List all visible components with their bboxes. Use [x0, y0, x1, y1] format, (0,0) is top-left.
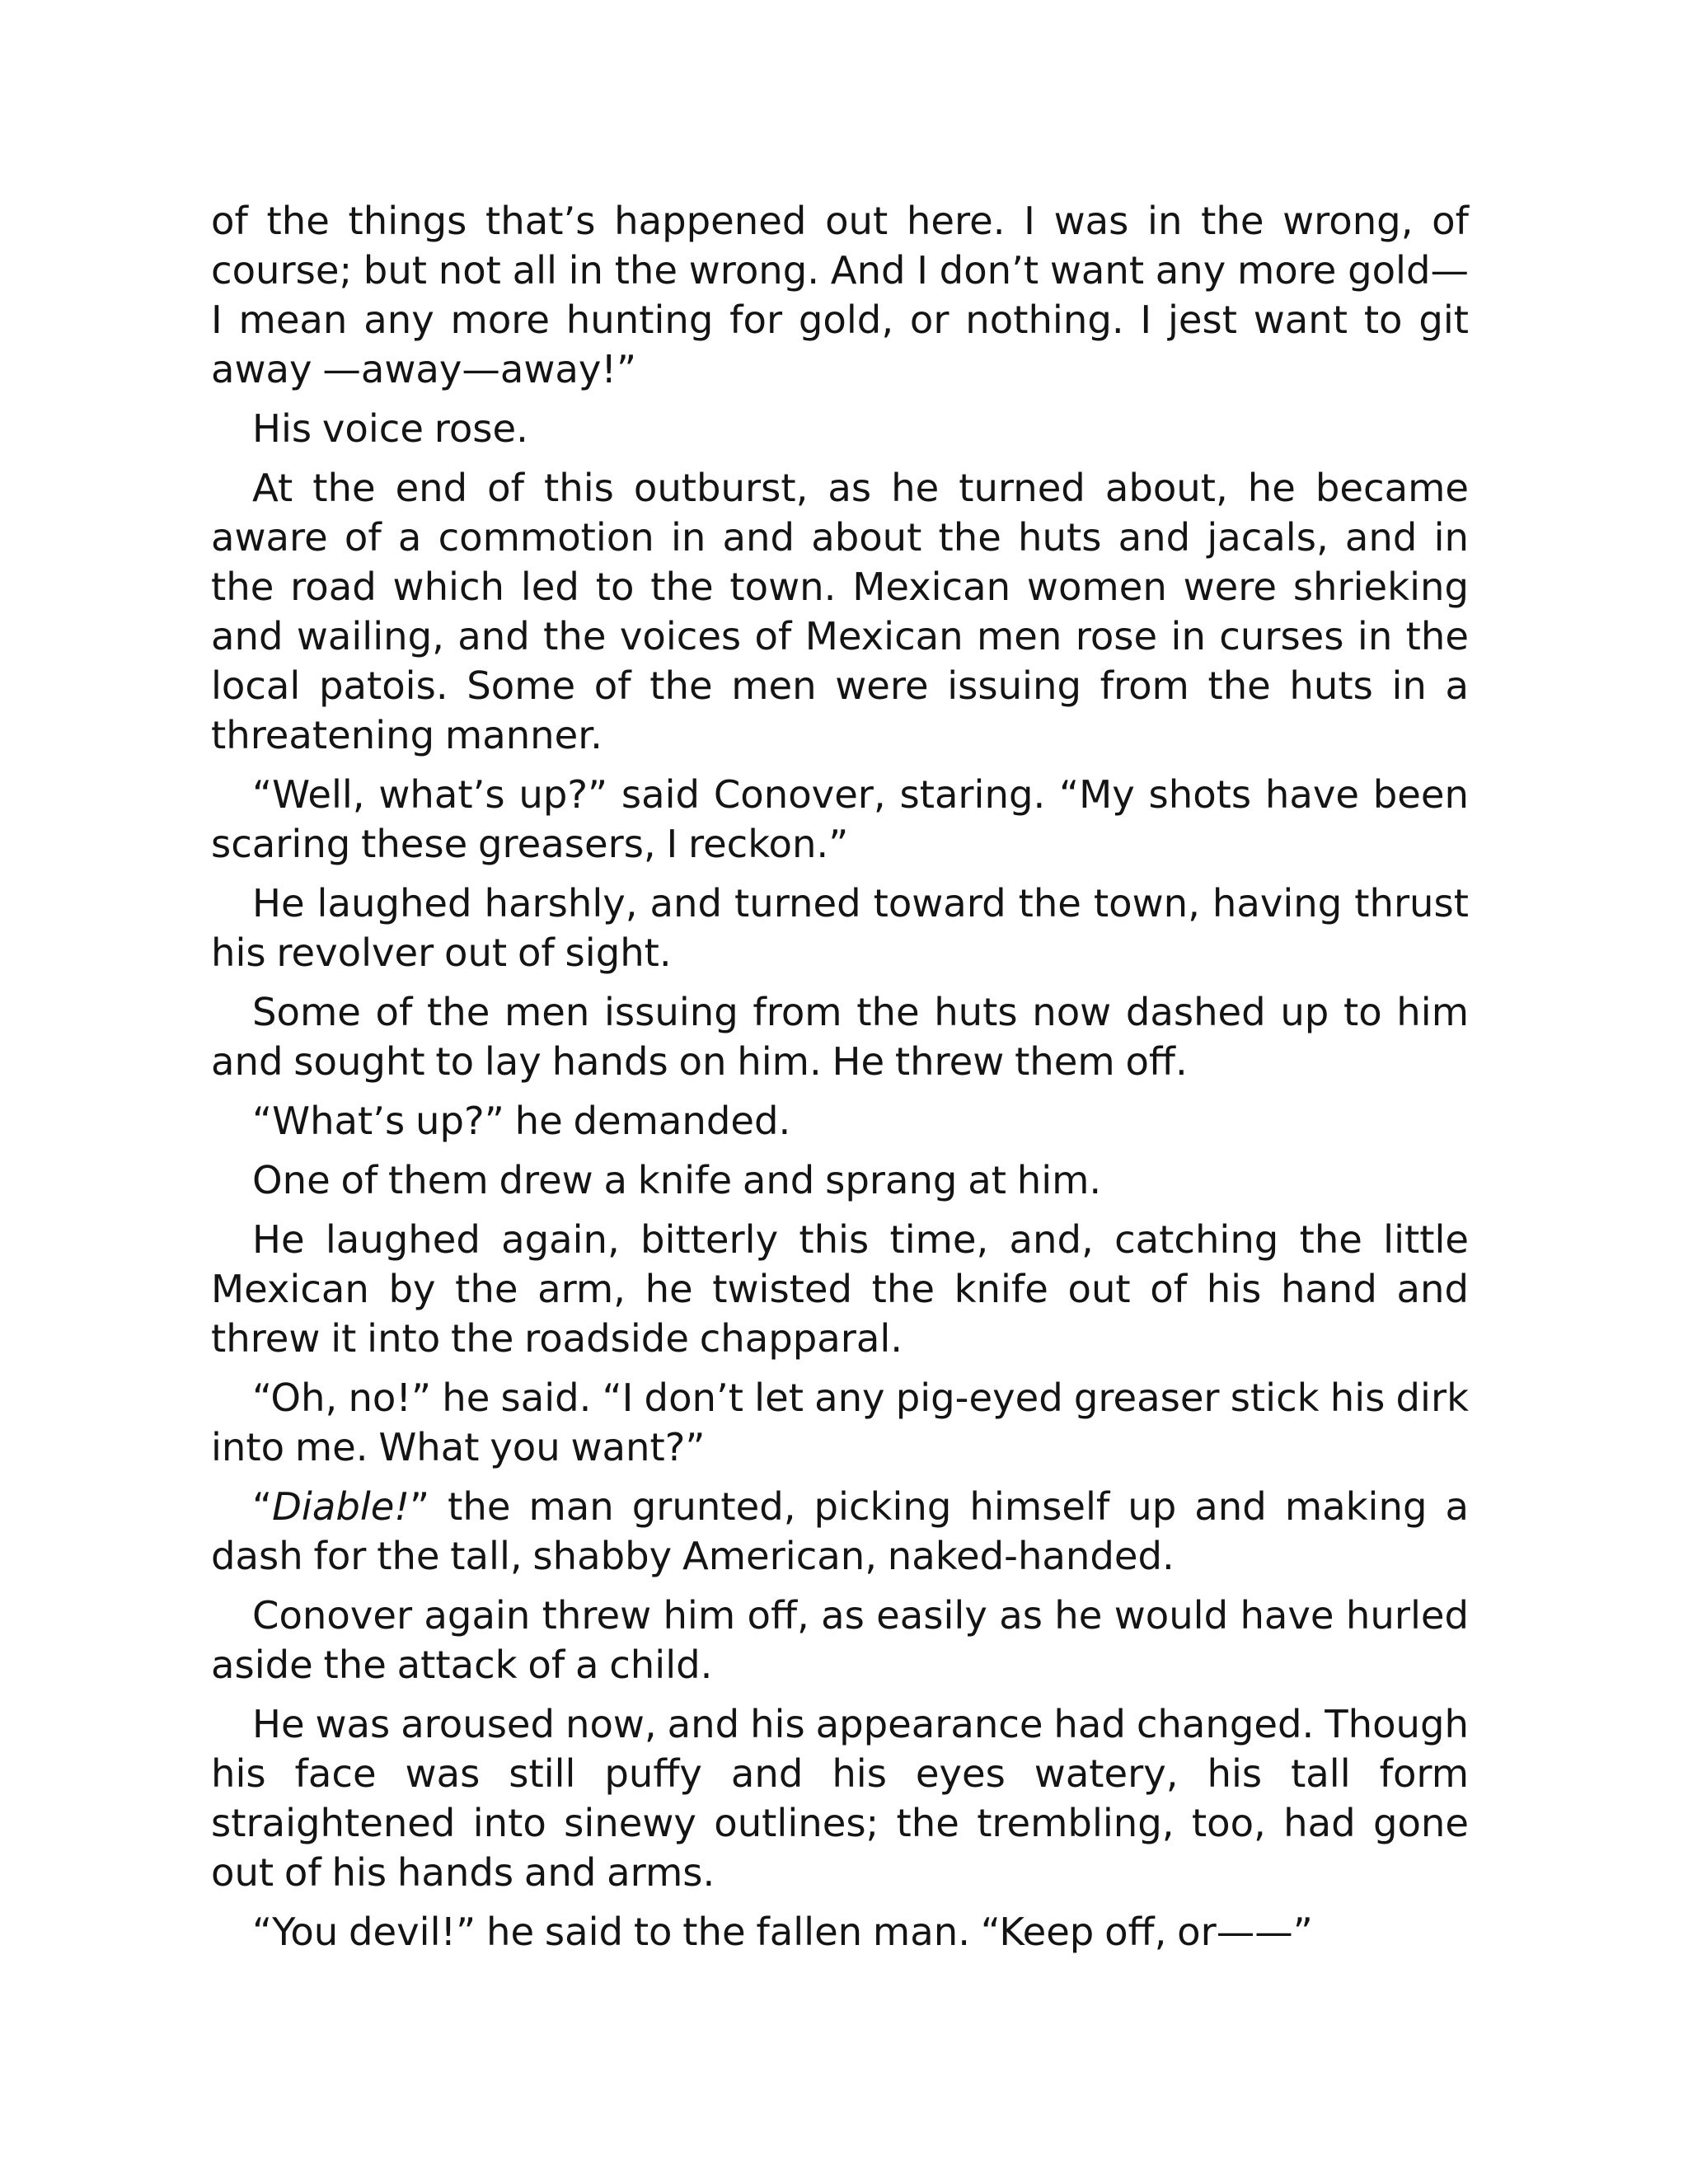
open-quote: “: [252, 1484, 273, 1529]
paragraph: At the end of this outburst, as he turned about, he became aware of a commotion in and about the huts and jacals, and in the road which led to the town. Mexican women were shrieking and wailing, and the voices of Mexican men rose in curses in the local patois. Some of the men were issuing from the huts in a threatening manner.: [211, 466, 1469, 757]
paragraph-continued: of the things that’s happened out here. I was in the wrong, of course; but not all in the wrong. And I don’t want any more gold—I mean any more hunting for gold, or nothing. I jest want to git away —away—away!”: [211, 199, 1469, 391]
page-body: [211, 196, 1469, 1966]
paragraph: “You devil!” he said to the fallen man. “Keep off, or——”: [252, 1910, 1313, 1954]
paragraph: Conover again threw him off, as easily as he would have hurled aside the attack of a child.: [211, 1593, 1469, 1687]
paragraph: “What’s up?” he demanded.: [252, 1099, 791, 1143]
paragraph: His voice rose.: [252, 406, 528, 451]
paragraph: He was aroused now, and his appearance had changed. Though his face was still puffy and his eyes watery, his tall form straightened into sinewy outlines; the trembling, too, had gone out of his hands and arms.: [211, 1702, 1469, 1895]
paragraph: He laughed again, bitterly this time, and, catching the little Mexican by the arm, he twisted the knife out of his hand and threw it into the roadside chapparal.: [211, 1217, 1469, 1361]
paragraph-with-italic: [211, 1482, 1469, 1581]
paragraph: “Well, what’s up?” said Conover, staring. “My shots have been scaring these greasers, I reckon.”: [211, 772, 1469, 866]
paragraph: He laughed harshly, and turned toward the town, having thrust his revolver out of sight.: [211, 881, 1469, 975]
italic-word: Diable!: [272, 1484, 410, 1529]
paragraph: One of them drew a knife and sprang at him.: [252, 1158, 1102, 1202]
paragraph: “Oh, no!” he said. “I don’t let any pig-eyed greaser stick his dirk into me. What you want?”: [211, 1376, 1469, 1469]
paragraph-remainder: ” the man grunted, picking himself up and making a dash for the tall, shabby American, naked-handed.: [211, 1484, 1469, 1578]
paragraph: Some of the men issuing from the huts now dashed up to him and sought to lay hands on him. He threw them off.: [211, 990, 1469, 1084]
